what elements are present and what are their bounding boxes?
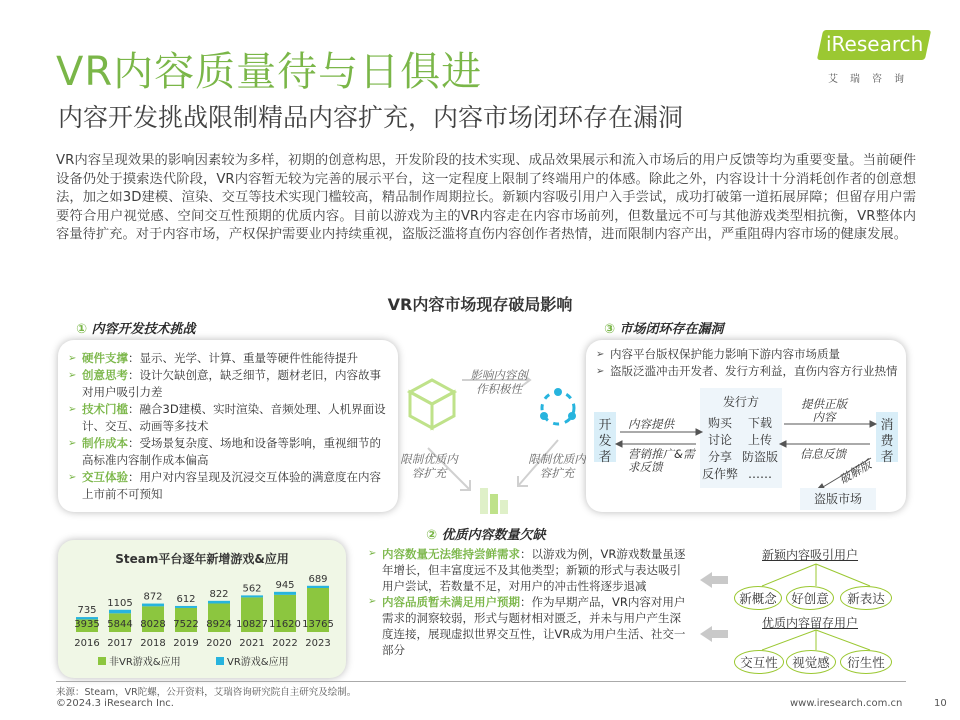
bubble-good-idea: 好创意 [786, 586, 834, 610]
section1-heading [76, 318, 196, 337]
cycle-top-label: 影响内容创作积极性 [470, 368, 528, 396]
legend-label-non-vr: 非VR游戏&应用 [109, 657, 181, 668]
bubble-new-concept: 新概念 [734, 586, 782, 610]
consumer-box: 消费者 [876, 412, 898, 462]
x-tick-label: 2023 [305, 638, 331, 649]
data-label-vr: 945 [275, 579, 295, 591]
publisher-label: 发行方 [722, 395, 759, 409]
footer-divider [56, 681, 906, 682]
list-item: ➢ 内容数量无法维持尝鲜需求：以游戏为例，VR游戏数量虽逐年增长，但丰富度远不及其他类型；新颖的形式与表达吸引用户尝试，若数量不足，对用户的冲击性将逐步退减 [368, 546, 692, 594]
chevron-arrows [698, 566, 732, 646]
data-label-non-vr: 11620 [269, 619, 301, 630]
page-number: 10 [934, 698, 947, 709]
data-label-non-vr: 5844 [107, 619, 133, 630]
section2-list [368, 546, 692, 658]
grid-cell: 分享 [707, 450, 732, 464]
section3-heading [604, 318, 724, 337]
data-label-vr: 612 [176, 593, 196, 605]
grid-cell: 讨论 [707, 433, 732, 447]
logo-cn-text: 艾瑞咨询 [828, 74, 916, 85]
section2-title: 优质内容数量欠缺 [441, 528, 546, 543]
data-label-non-vr: 3935 [74, 619, 100, 630]
section1-panel [58, 340, 398, 512]
data-label-non-vr: 8028 [140, 619, 166, 630]
x-tick-label: 2016 [74, 638, 100, 649]
new-content-title: 新颖内容吸引用户 [762, 548, 859, 562]
data-label-non-vr: 13765 [302, 619, 334, 630]
bar-vr [274, 592, 296, 595]
grid-cell: 反作弊 [701, 467, 738, 481]
grid-cell: 上传 [747, 433, 772, 447]
cycle-left-label: 限制优质内容扩充 [400, 452, 458, 480]
provide-label: 提供正版内容 [801, 397, 847, 424]
list-item: ➢ 内容品质暂未满足用户预期：作为早期产品，VR内容对用户需求的洞察较弱，形式与题材相对匮乏，并未与用户产生深度连接，展现虚拟世界交互性，让VR成为用户生活、社交一部分 [368, 594, 692, 658]
section3-number: ③ [604, 322, 616, 337]
footer-source: 来源：Steam，VR陀螺，公开资料，艾瑞咨询研究院自主研究及绘制。 [56, 687, 357, 698]
section2-heading [426, 524, 546, 543]
data-label-vr: 1105 [107, 597, 133, 609]
list-item: ➢ 硬件支撑：显示、光学、计算、重量等硬件性能待提升 [68, 350, 392, 367]
intro-paragraph: VR内容呈现效果的影响因素较为多样，初期的创意构思，开发阶段的技术实现、成品效果展示和流入市场后的用户反馈等均为重要变量。当前硬件设备仍处于摸索迭代阶段，VR内容暂无较为完善的展示平台，这一定程度上限制了终端用户的体感。除此之外，内容设计十分消耗创作者的创意想法，加之如3D建模、渲染、交互等技术实现门槛较高，精品制作周期拉长。新颖内容吸引用户入手尝试，成功打破第一道拓展屏障；但留存用户需要符合用户视觉感、空间交互性预期的优质内容。目前以游戏为主的VR内容走在内容市场前列，但数量远不可与其他游戏类型相抗衡，VR整体内容量待扩充。对于内容市场，产权保护需要业内持续重视，盗版泛滥将直伤内容创作者热情，进而限制内容产出，严重阻碍内容市场的健康发展。 [56, 153, 916, 242]
list-item: ➢ 交互体验：用户对内容呈现及沉浸交互体验的满意度在内容上市前不可预知 [68, 469, 392, 503]
bar-vr [307, 586, 329, 588]
crack-label: 破解版 [836, 457, 874, 487]
legend-label-vr: VR游戏&应用 [227, 657, 289, 668]
feedback-label: 信息反馈 [800, 447, 846, 461]
diagram-title: VR内容市场现存破局影响 [387, 295, 573, 314]
bar-vr [109, 610, 131, 614]
data-label-non-vr: 10827 [236, 619, 268, 630]
list-item: ➢ 盗版泛滥冲击开发者、发行方利益，直伤内容方行业热情 [596, 363, 900, 380]
grid-cell: 购买 [707, 416, 732, 430]
grid-cell: 下载 [747, 416, 772, 430]
section1-number: ① [76, 322, 88, 337]
content-supply-label: 内容提供 [628, 417, 674, 431]
pirate-market-box: 盗版市场 [800, 488, 876, 510]
chevron-left-icon [700, 626, 712, 642]
list-item: ➢ 技术门槛：融合3D建模、实时渲染、音频处理、人机界面设计、交互、动画等多技术 [68, 401, 392, 435]
list-item: ➢ 内容平台版权保护能力影响下游内容市场质量 [596, 346, 900, 363]
footer-url[interactable]: www.iresearch.com.cn [790, 698, 903, 709]
x-tick-label: 2019 [173, 638, 199, 649]
data-label-vr: 689 [308, 573, 328, 585]
bubble-interactivity: 交互性 [734, 650, 784, 674]
grid-cell: 防盗版 [741, 450, 778, 464]
loop-icon [540, 388, 576, 424]
bubble-derivative: 衍生性 [840, 650, 892, 674]
logo-text: iResearch [826, 32, 924, 56]
chart-panel [58, 540, 346, 678]
x-tick-label: 2020 [206, 638, 232, 649]
chevron-left-icon [700, 572, 712, 588]
iresearch-logo [820, 30, 930, 90]
footer-copyright: ©2024.3 iResearch Inc. [56, 698, 174, 709]
list-item: ➢ 制作成本：受场景复杂度、场地和设备等影响，重视细节的高标准内容制作成本偏高 [68, 435, 392, 469]
page-title: VR内容质量待与日俱进 [56, 49, 483, 95]
bar-vr [142, 604, 164, 607]
cube-icon [410, 380, 454, 428]
section1-title: 内容开发技术挑战 [91, 322, 196, 337]
grid-cell: …… [748, 467, 772, 481]
legend-swatch-vr [216, 657, 224, 665]
bar-chart [58, 540, 346, 678]
data-label-non-vr: 7522 [173, 619, 199, 630]
developer-box: 开发者 [594, 412, 616, 462]
quality-content-title: 优质内容留存用户 [762, 616, 859, 630]
chart-title: Steam平台逐年新增游戏&应用 [115, 552, 289, 566]
section1-list [68, 350, 392, 503]
section2-number: ② [426, 528, 438, 543]
x-tick-label: 2017 [107, 638, 133, 649]
bubble-visual: 视觉感 [786, 650, 836, 674]
x-tick-label: 2018 [140, 638, 166, 649]
data-label-vr: 735 [77, 605, 97, 617]
data-label-vr: 562 [242, 583, 262, 595]
x-tick-label: 2022 [272, 638, 298, 649]
bubble-new-expression: 新表达 [840, 586, 892, 610]
bar-chart-icon [480, 488, 508, 514]
x-tick-label: 2021 [239, 638, 265, 649]
legend-swatch-non-vr [98, 657, 106, 665]
cycle-graphic [398, 340, 588, 520]
marketing-label: 营销推广&需求反馈 [628, 447, 695, 474]
list-item: ➢ 创意思考：设计欠缺创意，缺乏细节，题材老旧，内容故事对用户吸引力差 [68, 367, 392, 401]
page-subtitle: 内容开发挑战限制精品内容扩充，内容市场闭环存在漏洞 [58, 103, 684, 132]
section3-panel [586, 340, 906, 512]
data-label-vr: 872 [143, 591, 163, 603]
cycle-right-label: 限制优质内容扩充 [528, 452, 586, 480]
section3-title: 市场闭环存在漏洞 [619, 322, 724, 337]
bar-vr [175, 606, 197, 608]
data-label-non-vr: 8924 [206, 619, 232, 630]
bar-vr [241, 595, 263, 597]
data-label-vr: 822 [209, 588, 229, 600]
bar-vr [208, 601, 230, 604]
